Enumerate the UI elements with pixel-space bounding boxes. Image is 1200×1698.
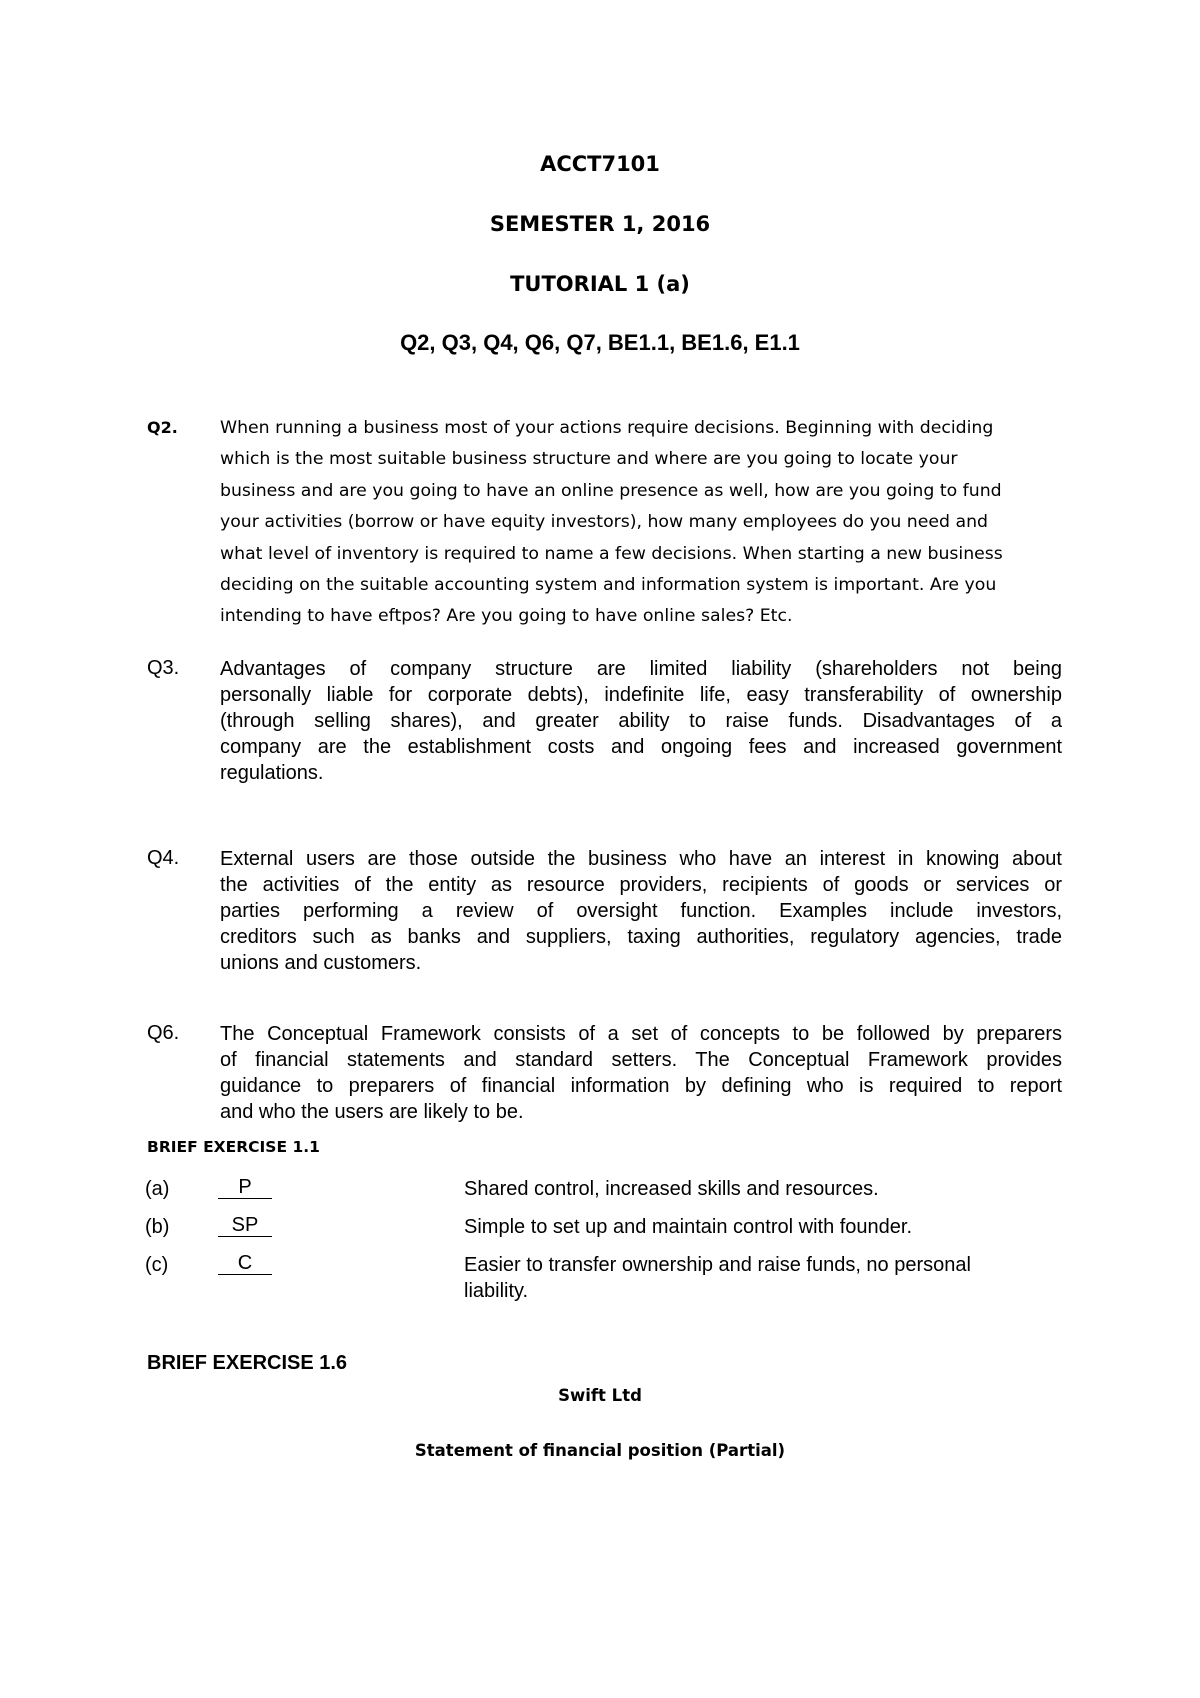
be11-row-description-line: liability. <box>464 1280 529 1302</box>
q3-line: regulations. <box>220 762 324 784</box>
semester-heading: SEMESTER 1, 2016 <box>489 212 711 236</box>
q2-line: When running a business most of your actions require decisions. Beginning with deciding <box>220 418 994 438</box>
q3-line: Advantages of company structure are limited liability (shareholders not being <box>220 658 1062 680</box>
q4-line: the activities of the entity as resource providers, recipients of goods or services or <box>220 874 1062 896</box>
questions-list-heading: Q2, Q3, Q4, Q6, Q7, BE1.1, BE1.6, E1.1 <box>400 330 800 355</box>
be11-row-description: Shared control, increased skills and resources. <box>464 1178 879 1200</box>
q4-line: parties performing a review of oversight function. Examples include investors, <box>220 900 1062 922</box>
q3-line: (through selling shares), and greater ability to raise funds. Disadvantages of a <box>220 710 1062 732</box>
be11-row-answer: C <box>218 1252 272 1275</box>
q2-line: intending to have eftpos? Are you going to have online sales? Etc. <box>220 606 793 627</box>
q2-line: your activities (borrow or have equity investors), how many employees do you need and <box>220 512 989 533</box>
be11-row-label: (b) <box>145 1216 170 1238</box>
q2-line: what level of inventory is required to name a few decisions. When starting a new business <box>220 543 1003 564</box>
be11-row-answer: P <box>218 1176 272 1199</box>
q4-label: Q4. <box>147 847 180 869</box>
brief-exercise-1-1-title: BRIEF EXERCISE 1.1 <box>147 1138 320 1156</box>
q3-line: personally liable for corporate debts), indefinite life, easy transferability of ownership <box>220 684 1062 706</box>
tutorial-heading: TUTORIAL 1 (a) <box>510 272 690 296</box>
q2-line: which is the most suitable business structure and where are you going to locate your <box>220 449 958 470</box>
q6-line: and who the users are likely to be. <box>220 1101 524 1123</box>
q2-label: Q2. <box>147 418 178 437</box>
q4-line: unions and customers. <box>220 952 422 974</box>
course-code: ACCT7101 <box>540 152 660 176</box>
company-name: Swift Ltd <box>558 1386 642 1405</box>
q4-line: External users are those outside the business who have an interest in knowing about <box>220 848 1062 870</box>
be11-row-answer: SP <box>218 1214 272 1237</box>
q4-answer <box>220 846 1062 976</box>
q6-label: Q6. <box>147 1022 180 1044</box>
be11-row-description-line: Easier to transfer ownership and raise funds, no personal <box>464 1254 971 1276</box>
q3-line: company are the establishment costs and ongoing fees and increased government <box>220 736 1062 758</box>
q6-answer <box>220 1021 1062 1125</box>
q6-line: The Conceptual Framework consists of a set of concepts to be followed by preparers <box>220 1023 1062 1045</box>
q3-answer <box>220 656 1062 786</box>
be11-row-label: (a) <box>145 1178 170 1200</box>
q4-line: creditors such as banks and suppliers, taxing authorities, regulatory agencies, trade <box>220 926 1062 948</box>
q6-line: guidance to preparers of financial information by defining who is required to report <box>220 1075 1062 1097</box>
be11-row-description: Simple to set up and maintain control with founder. <box>464 1216 913 1238</box>
be11-row-label: (c) <box>145 1254 169 1276</box>
q2-line: deciding on the suitable accounting system and information system is important. Are you <box>220 575 997 596</box>
q2-answer <box>220 413 1040 633</box>
q2-line: business and are you going to have an online presence as well, how are you going to fund <box>220 480 1002 501</box>
brief-exercise-1-6-title: BRIEF EXERCISE 1.6 <box>147 1352 348 1374</box>
q3-label: Q3. <box>147 657 180 679</box>
q6-line: of financial statements and standard setters. The Conceptual Framework provides <box>220 1049 1062 1071</box>
statement-title: Statement of financial position (Partial) <box>414 1441 786 1460</box>
be11-row-description <box>464 1252 1064 1304</box>
